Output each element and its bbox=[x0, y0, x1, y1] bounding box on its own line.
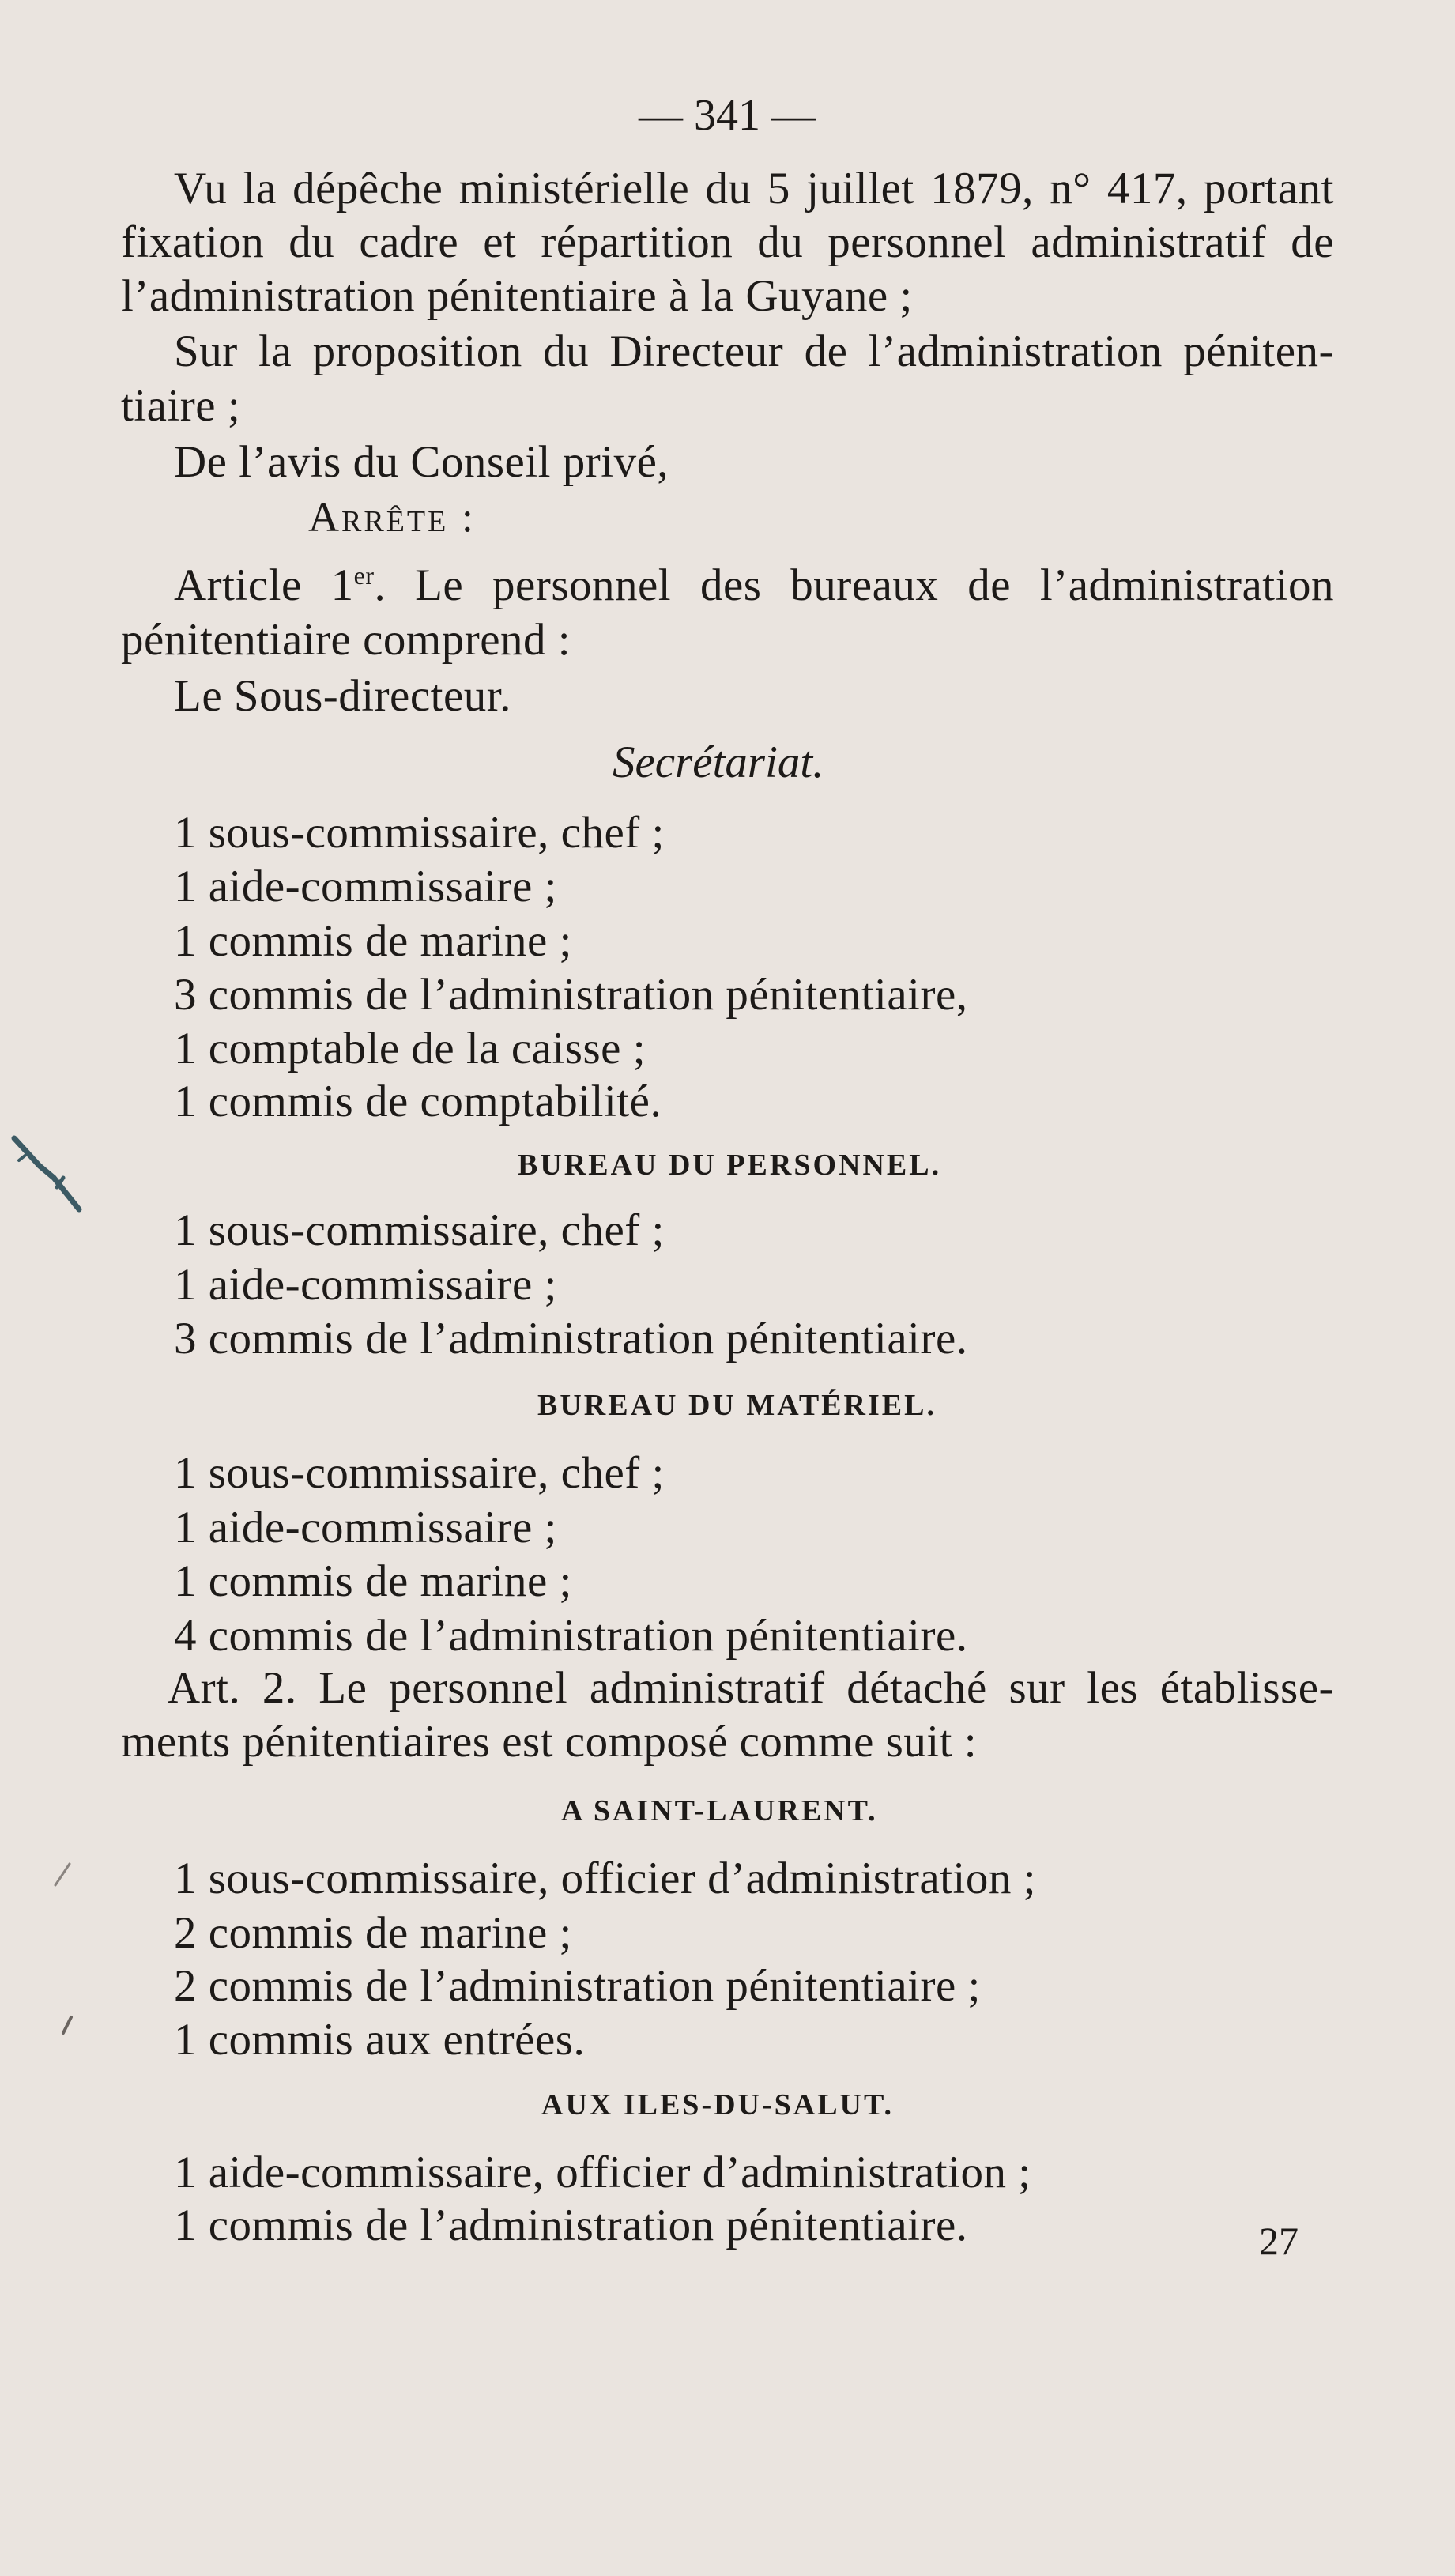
margin-tick-mark-2 bbox=[57, 2008, 81, 2039]
list-item: 1 sous-commissaire, chef ; bbox=[174, 1448, 665, 1498]
section-heading-bureau-materiel: BUREAU DU MATÉRIEL. bbox=[537, 1389, 937, 1422]
article-1-line bbox=[174, 560, 1334, 610]
margin-tick-mark bbox=[47, 1850, 87, 1897]
arrete-text: Arrête : bbox=[308, 493, 476, 541]
page-number: — 341 — bbox=[639, 91, 816, 140]
arrete-heading bbox=[308, 493, 476, 541]
list-item: 3 commis de l’administration pénitentiaire, bbox=[174, 970, 968, 1020]
article-1-line-3: Le Sous-directeur. bbox=[174, 671, 511, 721]
list-item: 1 aide-commissaire ; bbox=[174, 862, 557, 911]
paragraph-line: De l’avis du Conseil privé, bbox=[174, 437, 669, 487]
list-item: 4 commis de l’administration pénitentiaire. bbox=[174, 1611, 968, 1661]
paragraph-line: tiaire ; bbox=[121, 381, 241, 431]
article-1-superscript: er bbox=[353, 561, 375, 590]
list-item: 1 commis de l’administration pénitentiaire. bbox=[174, 2201, 968, 2250]
list-item: 1 sous-commissaire, chef ; bbox=[174, 1205, 665, 1255]
list-item: 1 aide-commissaire ; bbox=[174, 1260, 557, 1310]
margin-pencil-mark bbox=[8, 1130, 95, 1225]
paragraph-line: Sur la proposition du Directeur de l’administration péniten- bbox=[174, 326, 1334, 376]
list-item: 1 commis de comptabilité. bbox=[174, 1077, 662, 1126]
paragraph-line: fixation du cadre et répartition du personnel administratif de bbox=[121, 217, 1334, 267]
article-1-end: . Le personnel des bureaux de l’administration bbox=[374, 560, 1334, 610]
list-item: 2 commis de marine ; bbox=[174, 1908, 572, 1958]
list-item: 1 comptable de la caisse ; bbox=[174, 1024, 646, 1073]
list-item: 3 commis de l’administration pénitentiaire. bbox=[174, 1314, 968, 1363]
list-item: 1 aide-commissaire ; bbox=[174, 1503, 557, 1552]
list-item: 1 commis de marine ; bbox=[174, 916, 572, 966]
list-item: 1 commis aux entrées. bbox=[174, 2015, 586, 2065]
list-item: 1 commis de marine ; bbox=[174, 1556, 572, 1606]
section-heading-bureau-personnel: BUREAU DU PERSONNEL. bbox=[518, 1148, 942, 1182]
section-heading-saint-laurent: A SAINT-LAURENT. bbox=[561, 1794, 878, 1827]
list-item: 2 commis de l’administration pénitentiaire ; bbox=[174, 1961, 981, 2011]
article-1-line-2: pénitentiaire comprend : bbox=[121, 615, 571, 665]
list-item: 1 sous-commissaire, chef ; bbox=[174, 808, 665, 858]
printer-signature-mark: 27 bbox=[1259, 2219, 1299, 2263]
section-heading-secretariat: Secrétariat. bbox=[613, 737, 824, 787]
article-2-line-2: ments pénitentiaires est composé comme suit : bbox=[121, 1717, 978, 1767]
paragraph-line: l’administration pénitentiaire à la Guyane ; bbox=[121, 271, 913, 321]
article-2-line: Art. 2. Le personnel administratif détaché sur les établisse- bbox=[168, 1663, 1334, 1713]
list-item: 1 sous-commissaire, officier d’administration ; bbox=[174, 1854, 1036, 1903]
section-heading-iles-du-salut: AUX ILES-DU-SALUT. bbox=[541, 2088, 895, 2122]
list-item: 1 aide-commissaire, officier d’administration ; bbox=[174, 2148, 1031, 2197]
paragraph-line: Vu la dépêche ministérielle du 5 juillet 1879, n° 417, portant bbox=[174, 164, 1334, 213]
article-1-start: Article 1 bbox=[174, 560, 354, 610]
